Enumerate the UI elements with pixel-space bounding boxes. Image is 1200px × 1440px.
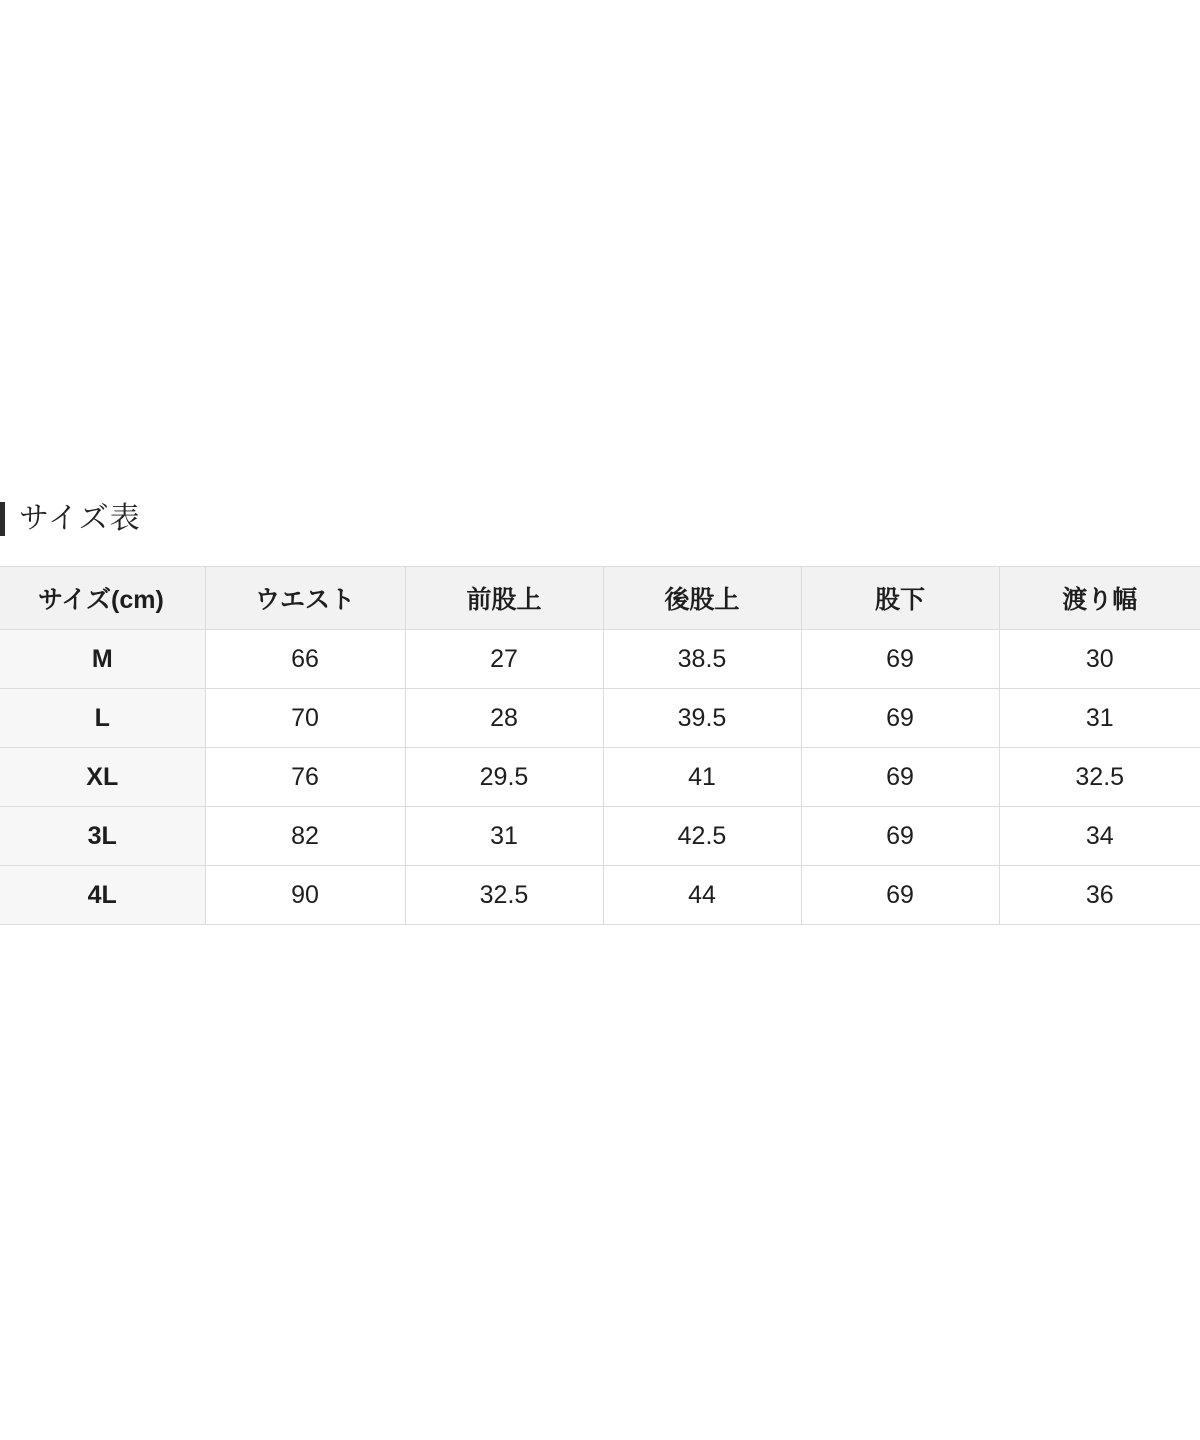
cell-4l-inseam: 69	[801, 866, 999, 925]
cell-4l-front-rise: 32.5	[405, 866, 603, 925]
cell-xl-front-rise: 29.5	[405, 748, 603, 807]
cell-3l-back-rise: 42.5	[603, 807, 801, 866]
cell-m-thigh-width: 30	[999, 630, 1200, 689]
cell-3l-thigh-width: 34	[999, 807, 1200, 866]
size-table	[0, 566, 1200, 925]
heading-accent-bar	[0, 502, 5, 536]
column-header-waist: ウエスト	[205, 567, 405, 630]
cell-m-front-rise: 27	[405, 630, 603, 689]
section-heading	[0, 497, 141, 541]
column-header-size: サイズ(cm)	[0, 567, 205, 630]
cell-l-thigh-width: 31	[999, 689, 1200, 748]
cell-3l-waist: 82	[205, 807, 405, 866]
cell-xl-inseam: 69	[801, 748, 999, 807]
cell-m-inseam: 69	[801, 630, 999, 689]
row-label-m: M	[0, 630, 205, 689]
cell-m-back-rise: 38.5	[603, 630, 801, 689]
column-header-thigh-width: 渡り幅	[999, 567, 1200, 630]
cell-4l-back-rise: 44	[603, 866, 801, 925]
table-row	[0, 689, 1200, 748]
cell-l-front-rise: 28	[405, 689, 603, 748]
row-label-xl: XL	[0, 748, 205, 807]
row-label-4l: 4L	[0, 866, 205, 925]
cell-l-inseam: 69	[801, 689, 999, 748]
table-header-row	[0, 567, 1200, 630]
cell-3l-inseam: 69	[801, 807, 999, 866]
cell-m-waist: 66	[205, 630, 405, 689]
row-label-l: L	[0, 689, 205, 748]
cell-4l-thigh-width: 36	[999, 866, 1200, 925]
table-row	[0, 807, 1200, 866]
table-row	[0, 630, 1200, 689]
cell-3l-front-rise: 31	[405, 807, 603, 866]
table-row	[0, 748, 1200, 807]
size-table-head	[0, 567, 1200, 630]
cell-l-back-rise: 39.5	[603, 689, 801, 748]
row-label-3l: 3L	[0, 807, 205, 866]
cell-xl-thigh-width: 32.5	[999, 748, 1200, 807]
column-header-inseam: 股下	[801, 567, 999, 630]
cell-4l-waist: 90	[205, 866, 405, 925]
cell-l-waist: 70	[205, 689, 405, 748]
column-header-back-rise: 後股上	[603, 567, 801, 630]
size-table-container	[0, 566, 1200, 925]
column-header-front-rise: 前股上	[405, 567, 603, 630]
table-row	[0, 866, 1200, 925]
page-title: サイズ表	[19, 502, 141, 535]
cell-xl-back-rise: 41	[603, 748, 801, 807]
cell-xl-waist: 76	[205, 748, 405, 807]
size-table-body	[0, 630, 1200, 925]
